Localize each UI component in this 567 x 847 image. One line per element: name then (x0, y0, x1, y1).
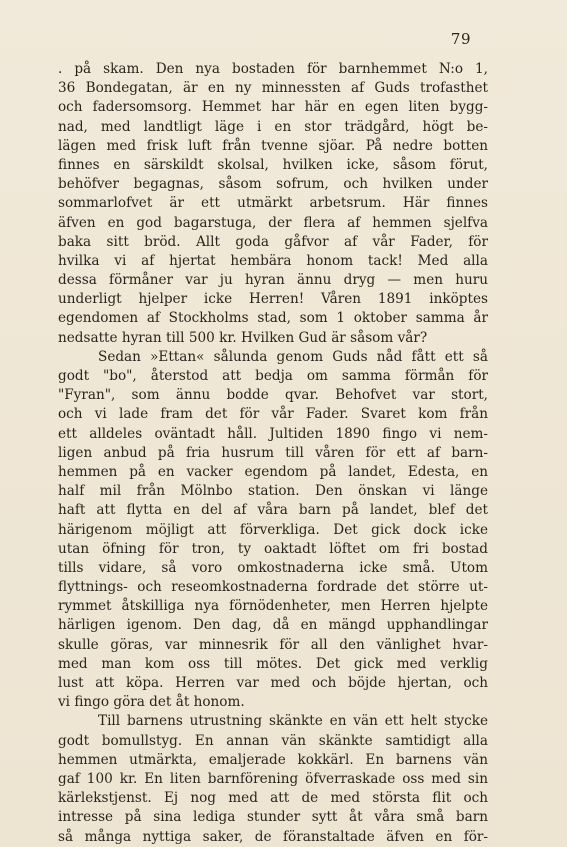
text-line: behöfver begagnas, såsom sofrum, och hvilken under (58, 176, 488, 193)
text-line: intresse på sina lediga stunder sytt åt våra små barn (58, 809, 488, 826)
text-line: kärlekstjenst. Ej nog med att de med största flit och (58, 790, 488, 807)
text-line: underligt hjelper icke Herren! Våren 1891 inköptes (58, 291, 488, 308)
text-line: gaf 100 kr. En liten barnförening öfverraskade oss med sin (58, 770, 488, 787)
text-line: nedsatte hyran till 500 kr. Hvilken Gud är såsom vår? (58, 329, 428, 346)
text-line: rymmet åtskilliga nya förnödenheter, men Herren hjelpte (58, 598, 488, 615)
text-line: finnes en särskildt skolsal, hvilken icke, såsom förut, (58, 156, 488, 173)
text-line: godt bomullstyg. En annan vän skänkte samtidigt alla (58, 732, 488, 749)
page-number: 79 (450, 30, 471, 48)
text-line: dessa förmåner var ju hyran ännu dryg — men huru (58, 272, 488, 289)
text-line: och fadersomsorg. Hemmet har här en egen liten bygg- (58, 99, 488, 116)
text-line: Sedan »Ettan« sålunda genom Guds nåd fått ett så (98, 348, 488, 365)
text-line: skulle göras, var minnesrik för all den vänlighet hvar- (58, 636, 488, 653)
text-line: flyttnings- och reseomkostnaderna fordrade det större ut- (58, 579, 488, 596)
text-line: äfven en god bagarstuga, der flera af hemmen sjelfva (58, 214, 488, 231)
text-line: lägen med frisk luft från tvenne sjöar. På nedre botten (58, 137, 488, 154)
text-line: half mil från Mölnbo station. Den önskan vi länge (58, 483, 488, 500)
text-line: härligen igenom. Den dag, då en mängd upphandlingar (58, 617, 488, 634)
text-line: härigenom möjligt att förverkliga. Det gick dock icke (58, 521, 488, 538)
text-line: med man kom oss till mötes. Det gick med verklig (58, 655, 488, 672)
text-line: och vi lade fram det för vår Fader. Svaret kom från (58, 406, 488, 423)
text-line: tills vidare, så voro omkostnaderna icke små. Utom (58, 559, 488, 576)
text-line: ligen anbud på fria husrum till våren för ett af barn- (58, 444, 488, 461)
text-line: egendomen af Stockholms stad, som 1 oktober samma år (58, 310, 488, 327)
text-line: "Fyran", som ännu bodde qvar. Behofvet var stort, (58, 387, 488, 404)
text-line: lust att köpa. Herren var med och böjde hjertan, och (58, 675, 488, 691)
text-line: haft att flytta en del af våra barn på landet, blef det (58, 502, 488, 519)
text-line: godt "bo", återstod att bedja om samma förmån för (58, 368, 488, 384)
text-line: så många nyttiga saker, de föranstaltade äfven en för- (58, 828, 488, 845)
text-line: 36 Bondegatan, är en ny minnessten af Guds trofasthet (58, 80, 488, 97)
text-line: utan öfning för tron, ty oaktadt löftet om fri bostad (58, 540, 488, 557)
text-line: ett alldeles oväntadt håll. Jultiden 1890 fingo vi nem- (58, 425, 488, 442)
text-line: hvilka vi af hjertat hembära honom tack! Med alla (58, 252, 488, 269)
text-line: baka sitt bröd. Allt goda gåfvor af vår Fader, för (58, 233, 488, 250)
text-line: . på skam. Den nya bostaden för barnhemmet N:o 1, (58, 61, 488, 77)
text-line: vi fingo göra det åt honom. (58, 694, 245, 711)
text-line: nad, med landtligt läge i en stor trädgård, högt be- (58, 118, 488, 135)
text-line: hemmen utmärkta, emaljerade kokkärl. En barnens vän (58, 751, 488, 768)
text-line: hemmen på en vacker egendom på landet, Edesta, en (58, 463, 488, 480)
body-text (58, 60, 488, 847)
text-line: sommarlofvet är ett utmärkt arbetsrum. Här finnes (58, 195, 488, 212)
text-line: Till barnens utrustning skänkte en vän ett helt stycke (98, 713, 488, 730)
